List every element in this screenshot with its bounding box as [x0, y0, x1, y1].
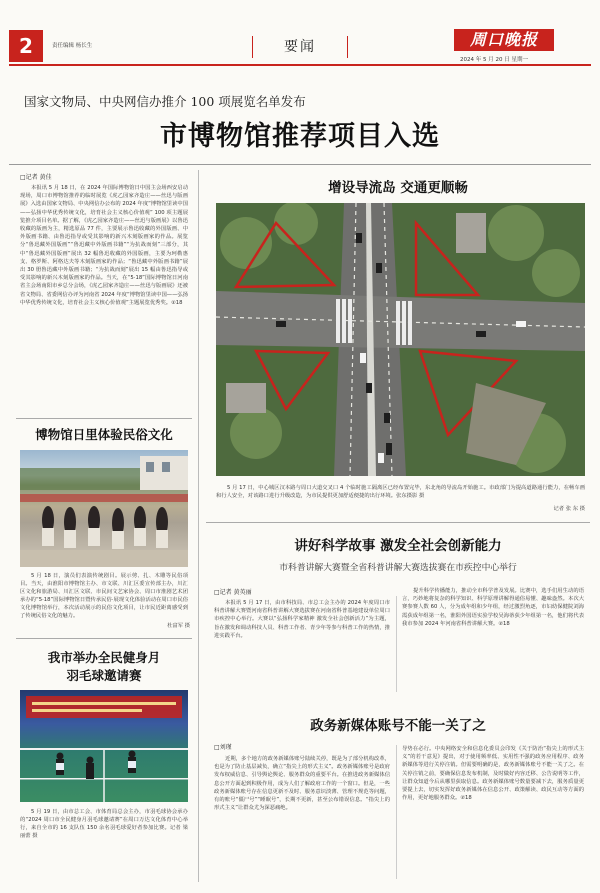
- section-title: 要闻: [284, 39, 316, 55]
- photo-story-headline: 增设导流岛 交通更顺畅: [328, 180, 468, 196]
- newspaper-brand: 周口晚报: [454, 29, 554, 51]
- header-rule: [9, 64, 591, 66]
- intersection-aerial-photo: [216, 203, 585, 476]
- headline-rule: [9, 164, 591, 165]
- column-divider: [198, 170, 199, 882]
- museum-credit: 杜富军 摄: [167, 623, 190, 629]
- science-divider: [206, 522, 590, 523]
- media-body-col1: 近期，多个地方的政务新媒体账号陆续关停，既是为了部分机构改革，也是为了防止基层减负，确立“指尖上的形式主义”。政务新媒体账号是政府发布权威信息、引导舆论舆论、服务群众的重要平台。在推进政务新媒体信息公开方面起到积极作用，成为人们了解政府工作的一个窗口。但是，一些政务新媒体账号存在信息更新不及时、服务意识淡薄、管理不规范等问题，有的账号“僵尸号”“睡眠号”，长期不更新，甚至公布错误信息。“指尖上的形式主义”让群众尤为深恶痛绝。: [214, 756, 390, 812]
- section-title-box: [252, 36, 348, 58]
- photo-story-caption: 5 月 17 日，中心城区汉本路与周口大道交叉口 4 个临时施工隔离区已经布置完毕，东北角的导流岛开始施工。市政部门为提高道路通行能力，在畅车画和行人安全，对该路口进行升级改造，为市民提供更加舒适便捷的出行环境。张东摄影 摄: [216, 485, 585, 499]
- media-byline: □刘瑾: [214, 744, 232, 751]
- date-line: 2024 年 5 月 20 日 星期一: [460, 57, 528, 63]
- lead-kicker: 国家文物局、中央网信办推介 100 项展览名单发布: [24, 94, 306, 109]
- editor-line: 责任编辑 杨长生: [52, 43, 93, 49]
- badminton-caption: 5 月 19 日，由市总工会、市体育局总会主办，市羽毛球协会承办的“2024 周口市全民健身月羽毛球邀请赛”在周口万达文化体育中心举行，来自全市的 16 支队伍 150 余名羽毛球爱好者参加比赛。记者 梁丽蕾 摄: [20, 809, 188, 839]
- badminton-divider: [16, 638, 192, 639]
- page-number: 2: [9, 30, 43, 62]
- badminton-headline-line2: 羽毛球邀请赛: [66, 668, 142, 683]
- badminton-photo: [20, 690, 188, 802]
- lead-headline: 市博物馆推荐项目入选: [160, 121, 440, 152]
- science-byline: □记者 黄英丽: [214, 589, 252, 596]
- science-subhead: 市科普讲解大赛暨全省科普讲解大赛选拔赛在市疾控中心举行: [279, 563, 517, 573]
- media-headline: 政务新媒体账号不能一关了之: [310, 718, 486, 734]
- museum-divider: [16, 418, 192, 419]
- photo-story-credit: 记者 张 东 摄: [553, 506, 585, 512]
- lead-body: 本报讯 5 月 18 日，在 2024 年国际博物馆日中国主会场西安启动现场，周口市博物馆推荐的临时展览《虎乙园家齐造庄——丝迅与版画展》入选由国家文物局、中央网信办公布的 2024 年度“博物馆里读中国——弘扬中华优秀传统文化，培育社会主义核心价值观” 100 项主题展览推介项目名单。据了解，《虎乙园家齐造庄——丝迅与版画展》以鲁迅收藏的版画为主，精选原品 77 件，主要展示鲁迅收藏的外国版画、中外版画书籍、由鲁迅指导或受其影响的新兴木刻版画家的作品。展览分“鲁迅藏外国版画”“鲁迅藏中外版画书籍”“为抗战而刻”三部分，其中“鲁迅藏外国版画”展出 32 幅鲁迅收藏的外国版画，主要为珂勒惠支、格罗斯、阿格达夫等木刻版画家的作品；“鲁迅藏中外版画书籍”展出 30 册鲁迅藏中外版画书籍；“为抗战而刻”展出 15 幅由鲁迅指导或受其影响的新兴木刻版画家的作品。当天，在“5·18”国际博物馆日河南省主会场南阳市乡总分会场，《虎乙园家齐造庄——丝迅与版画展》还被省文物局、省委网信办评为河南省 2024 年度“博物馆里读中国——弘扬中华优秀传统文化，培育社会主义核心价值观”主题展览优秀奖。②18: [20, 185, 188, 306]
- museum-photo: [20, 450, 188, 567]
- science-body-col1: 本报讯 5 月 17 日，由市科技局、市总工会主办的 2024 年度周口市科普讲解大赛暨河南省科普讲解大赛选拔赛在河南省科普基地建设单位周口市疾控中心举行。大赛以“弘扬科学家精神 激发全社会创新活力”为主题，旨在激发和调动科技人员、科普工作者、青少年等参与科普工作的热情，推进实践平台。: [214, 600, 390, 639]
- museum-caption: 5 月 18 日，演员们表演传统剧目。展示剪、扎、木雕等民俗项目。当天，由淮阳市博物馆主办、市文联、川汇区委宣传部主办，川汇区文化和旅游局、川汇区文联、市民间文艺家协会、周口市淮剧艺术团承办的“5·18”国际博物馆日暨传承民俗·展现文化体验活动在周口市民俗文化博物馆举行，本次活动展示的民俗文化项目，让市民近距离感受到了传统民俗文化的魅力。: [20, 573, 188, 619]
- media-col-divider: [396, 745, 397, 879]
- science-headline: 讲好科学故事 激发全社会创新能力: [294, 538, 502, 554]
- museum-headline: 博物馆日里体验民俗文化: [35, 427, 173, 442]
- science-body-col2: 提升科学传播能力，推动全市科学普及发展。比赛中，选手们用生动的语言，巧妙地将复杂的科学知识、科学原理讲解得通俗易懂、趣味盎然。本次大赛参赛人数 60 人，分为成年组和少年组，经过激烈角逐，市妇幼保健院刘海霞获成年组第一名，淮阳外国语实验学校吴海蒂获少年组第一名，他们将代表我市参加 2024 年河南省科普讲解大赛。②18: [402, 588, 584, 627]
- lead-byline: □记者 黄佳: [20, 174, 52, 181]
- badminton-headline-line1: 我市举办全民健身月: [47, 650, 161, 665]
- science-col-divider: [396, 596, 397, 692]
- media-body-col2: 导势在必行。中央网络安全和信息化委员会印发《关于防治“指尖上的形式主义”的若干意见》提出，对于使用频率低、实用性不强的政务应用程序、政务新媒体等进行关停注销。但需要明确的是，政务新媒体账号不能一关了之。在关停注销之前，要确保信息发布机制，及时做好内容迁移、公告说明等工作，让群众知道今后从哪里获取信息。政务新媒体账号数量要减下去，服务质量更要提上去，切实发挥好政务新媒体在信息公开、政策解读、政民互动等方面的作用，更好地服务群众。②18: [402, 746, 584, 802]
